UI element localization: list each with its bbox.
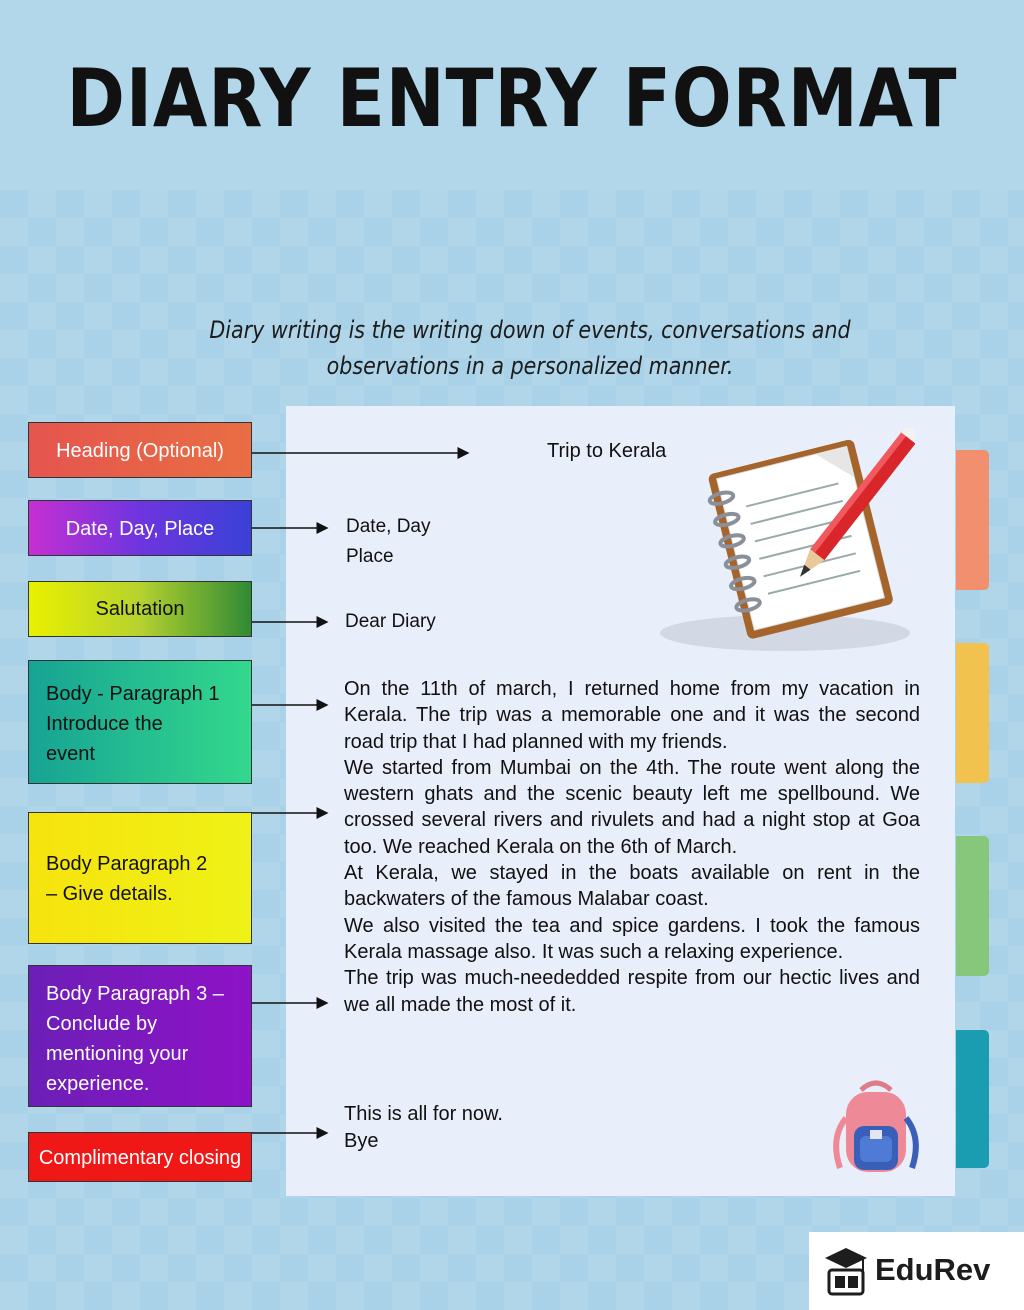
label-line: event bbox=[46, 743, 95, 765]
backpack-icon bbox=[826, 1078, 926, 1180]
entry-bye: Bye bbox=[344, 1130, 379, 1152]
label-salutation: Salutation bbox=[28, 581, 252, 637]
label-line: experience. bbox=[46, 1073, 150, 1095]
edurev-logo bbox=[809, 1232, 1024, 1310]
subtitle: Diary writing is the writing down of events, conversations and observations in a personalized manner. bbox=[209, 316, 851, 380]
label-complimentary-closing: Complimentary closing bbox=[28, 1132, 252, 1182]
page-title: DIARY ENTRY FORMAT bbox=[66, 52, 958, 145]
entry-date-day: Date, Day bbox=[346, 516, 431, 537]
entry-paragraph-1: On the 11th of march, I returned home from my vacation in Kerala. The trip was a memorable one and it was the second road trip that I had planned with my friends. bbox=[344, 678, 920, 753]
entry-closing bbox=[344, 1101, 503, 1155]
entry-heading: Trip to Kerala bbox=[547, 440, 667, 462]
entry-paragraph-3: At Kerala, we stayed in the boats available on rent in the backwaters of the famous Malabar coast. bbox=[344, 862, 920, 911]
label-line: mentioning your bbox=[46, 1043, 189, 1065]
label-line: Body Paragraph 2 bbox=[46, 853, 208, 875]
label-line: Body Paragraph 3 – bbox=[46, 983, 224, 1005]
label-heading: Heading (Optional) bbox=[28, 422, 252, 478]
graduation-cap-icon bbox=[821, 1244, 871, 1296]
label-line: Conclude by bbox=[46, 1013, 158, 1035]
label-line: Introduce the bbox=[46, 713, 163, 735]
entry-body bbox=[344, 676, 920, 1018]
entry-paragraph-2: We started from Mumbai on the 4th. The route went along the western ghats and the scenic beauty left me spellbound. We crossed several rivers and rivulets and had a night stop at Goa too. We reached Kerala on the 6th of March. bbox=[344, 756, 920, 858]
label-line: – Give details. bbox=[46, 883, 173, 905]
entry-date-place bbox=[346, 512, 430, 572]
entry-paragraph-5: The trip was much-neededded respite from our hectic lives and we all made the most of it. bbox=[344, 967, 920, 1016]
entry-place: Place bbox=[346, 546, 394, 567]
notebook-pencil-icon bbox=[655, 428, 915, 658]
brand-name: EduRev bbox=[875, 1252, 991, 1287]
label-line: Body - Paragraph 1 bbox=[46, 683, 220, 705]
entry-closing-line: This is all for now. bbox=[344, 1103, 503, 1125]
label-date-day-place: Date, Day, Place bbox=[28, 500, 252, 556]
entry-paragraph-4: We also visited the tea and spice gardens. I took the famous Kerala massage also. It was such a relaxing experience. bbox=[344, 914, 920, 963]
entry-salutation: Dear Diary bbox=[345, 611, 436, 632]
